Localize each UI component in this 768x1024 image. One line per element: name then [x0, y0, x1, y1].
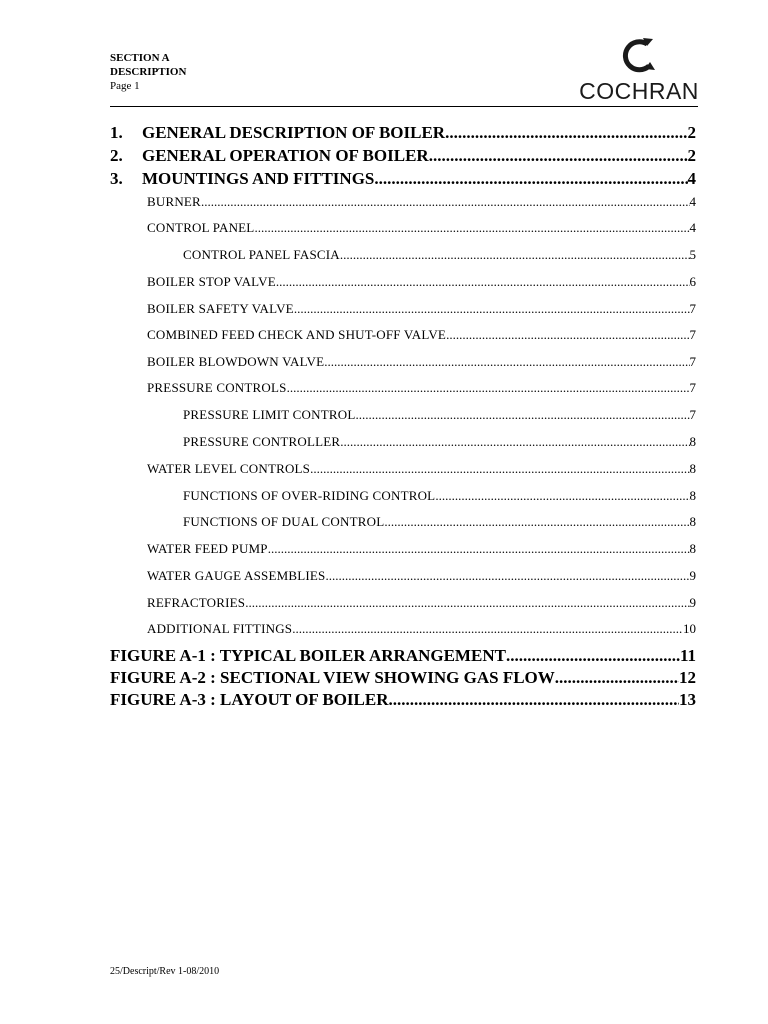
toc-title: BOILER SAFETY VALVE — [147, 301, 294, 316]
toc-page-number: 2 — [687, 123, 696, 142]
toc-entry-figure-a1[interactable] — [110, 645, 696, 667]
toc-page-number: 5 — [689, 247, 696, 262]
toc-page-number: 8 — [689, 461, 696, 476]
toc-number: 1. — [110, 123, 123, 142]
toc-page-number: 7 — [689, 380, 696, 395]
toc-page-number: 13 — [679, 690, 696, 709]
toc-entry-additional-fittings[interactable] — [147, 620, 696, 638]
toc-title: CONTROL PANEL FASCIA — [183, 247, 340, 262]
toc-entry-control-panel-fascia[interactable] — [183, 246, 696, 264]
toc-entry-boiler-blowdown-valve[interactable] — [147, 353, 696, 371]
dot-leader — [445, 122, 687, 144]
toc-number: 3. — [110, 169, 123, 188]
toc-number: 2. — [110, 146, 123, 165]
dot-leader — [292, 620, 683, 638]
toc-title: GENERAL OPERATION OF BOILER — [142, 146, 429, 165]
toc-title: FIGURE A-3 : LAYOUT OF BOILER — [110, 690, 389, 709]
page-number-label: Page 1 — [110, 80, 140, 92]
toc-title: FIGURE A-2 : SECTIONAL VIEW SHOWING GAS FLOW — [110, 668, 555, 687]
toc-entry-water-level-controls[interactable] — [147, 460, 696, 478]
document-footer: 25/Descript/Rev 1-08/2010 — [110, 966, 220, 977]
dot-leader — [429, 145, 688, 167]
dot-leader — [384, 513, 689, 531]
dot-leader — [435, 487, 689, 505]
toc-page-number: 7 — [689, 354, 696, 369]
toc-entry-figure-a2[interactable] — [110, 667, 696, 689]
dot-leader — [276, 273, 690, 291]
dot-leader — [268, 540, 690, 558]
toc-entry-figure-a3[interactable] — [110, 689, 696, 711]
dot-leader — [325, 567, 689, 585]
toc-entry-pressure-controls[interactable] — [147, 379, 696, 397]
toc-page-number: 8 — [689, 488, 696, 503]
dot-leader — [324, 353, 689, 371]
toc-title: REFRACTORIES — [147, 595, 246, 610]
toc-page-number: 2 — [687, 146, 696, 165]
toc-page-number: 8 — [689, 434, 696, 449]
toc-title: WATER FEED PUMP — [147, 541, 268, 556]
toc-entry-refractories[interactable] — [147, 594, 696, 612]
dot-leader — [310, 460, 689, 478]
dot-leader — [340, 246, 690, 264]
toc-page-number: 4 — [689, 194, 696, 209]
toc-page-number: 10 — [683, 621, 696, 636]
toc-title: PRESSURE CONTROLS — [147, 380, 287, 395]
toc-entry-dual-control[interactable] — [183, 513, 696, 531]
toc-title: ADDITIONAL FITTINGS — [147, 621, 293, 636]
toc-page-number: 7 — [689, 407, 696, 422]
toc-title: FIGURE A-1 : TYPICAL BOILER ARRANGEMENT — [110, 646, 506, 665]
toc-title: WATER LEVEL CONTROLS — [147, 461, 311, 476]
toc-entry-boiler-stop-valve[interactable] — [147, 273, 696, 291]
toc-page-number: 7 — [689, 301, 696, 316]
toc-page-number: 4 — [689, 220, 696, 235]
toc-entry-boiler-safety-valve[interactable] — [147, 300, 696, 318]
toc-page-number: 12 — [679, 668, 696, 687]
toc-title: BURNER — [147, 194, 201, 209]
toc-entry-mountings-fittings[interactable] — [110, 168, 696, 190]
dot-leader — [201, 193, 690, 211]
toc-title: WATER GAUGE ASSEMBLIES — [147, 568, 326, 583]
dot-leader — [254, 219, 689, 237]
toc-title: COMBINED FEED CHECK AND SHUT-OFF VALVE — [147, 327, 447, 342]
document-header — [110, 51, 186, 93]
toc-entry-general-operation[interactable] — [110, 145, 696, 167]
toc-title: GENERAL DESCRIPTION OF BOILER — [142, 123, 446, 142]
toc-title: CONTROL PANEL — [147, 220, 255, 235]
dot-leader — [389, 689, 680, 711]
section-label: SECTION A — [110, 52, 170, 64]
dot-leader — [555, 667, 679, 689]
toc-entry-over-riding-control[interactable] — [183, 487, 696, 505]
toc-page-number: 8 — [689, 541, 696, 556]
toc-entry-general-description[interactable] — [110, 122, 696, 144]
toc-title: FUNCTIONS OF DUAL CONTROL — [183, 514, 385, 529]
toc-page-number: 9 — [689, 568, 696, 583]
toc-page-number: 4 — [687, 169, 696, 188]
toc-page-number: 11 — [679, 646, 696, 665]
toc-entry-burner[interactable] — [147, 193, 696, 211]
dot-leader — [355, 406, 689, 424]
description-label: DESCRIPTION — [110, 66, 187, 78]
toc-title: BOILER STOP VALVE — [147, 274, 276, 289]
toc-entry-control-panel[interactable] — [147, 219, 696, 237]
toc-entry-combined-feed-check[interactable] — [147, 326, 696, 344]
header-divider — [110, 106, 698, 107]
logo-wordmark: COCHRAN — [579, 78, 699, 104]
toc-entry-water-gauge-assemblies[interactable] — [147, 567, 696, 585]
toc-page-number: 7 — [689, 327, 696, 342]
dot-leader — [294, 300, 690, 318]
toc-entry-pressure-controller[interactable] — [183, 433, 696, 451]
cochran-logo-icon — [617, 36, 661, 76]
toc-entry-water-feed-pump[interactable] — [147, 540, 696, 558]
toc-page-number: 8 — [689, 514, 696, 529]
toc-entry-pressure-limit-control[interactable] — [183, 406, 696, 424]
dot-leader — [506, 645, 680, 667]
cochran-logo — [577, 36, 701, 102]
toc-title: FUNCTIONS OF OVER-RIDING CONTROL — [183, 488, 436, 503]
toc-title: PRESSURE CONTROLLER — [183, 434, 341, 449]
dot-leader — [340, 433, 689, 451]
toc-page-number: 9 — [689, 595, 696, 610]
toc-title: MOUNTINGS AND FITTINGS — [142, 169, 375, 188]
toc-page-number: 6 — [689, 274, 696, 289]
dot-leader — [446, 326, 689, 344]
dot-leader — [245, 594, 689, 612]
toc-title: PRESSURE LIMIT CONTROL — [183, 407, 356, 422]
dot-leader — [287, 379, 690, 397]
dot-leader — [374, 168, 687, 190]
toc-title: BOILER BLOWDOWN VALVE — [147, 354, 325, 369]
